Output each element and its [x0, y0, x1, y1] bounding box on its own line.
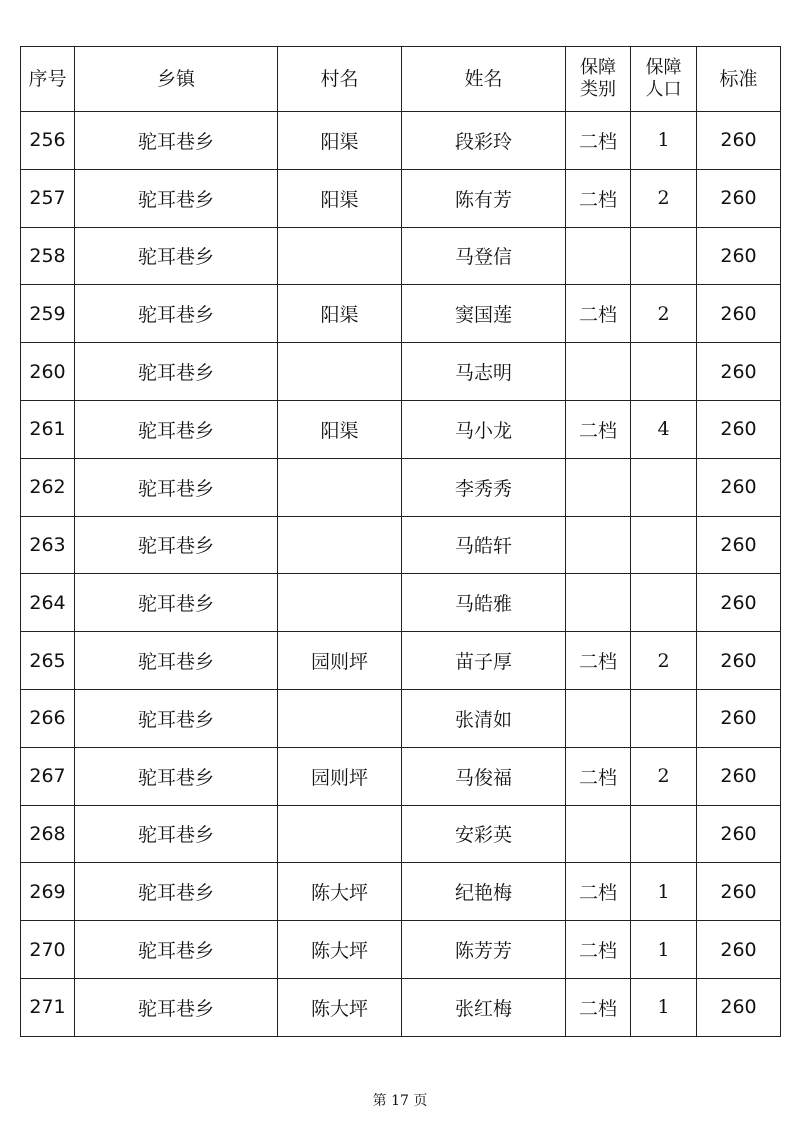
cell-index: 266 [21, 689, 75, 747]
cell-category [566, 227, 631, 285]
cell-index: 265 [21, 632, 75, 690]
cell-name: 马俊福 [402, 747, 566, 805]
table-row [21, 343, 781, 401]
cell-index: 267 [21, 747, 75, 805]
cell-index: 264 [21, 574, 75, 632]
cell-population: 2 [631, 747, 697, 805]
cell-index: 268 [21, 805, 75, 863]
cell-category [566, 458, 631, 516]
cell-standard: 260 [697, 400, 781, 458]
table-row [21, 632, 781, 690]
cell-standard: 260 [697, 921, 781, 979]
cell-standard: 260 [697, 458, 781, 516]
cell-township: 驼耳巷乡 [75, 632, 278, 690]
cell-name: 苗子厚 [402, 632, 566, 690]
table-row [21, 805, 781, 863]
cell-name: 陈芳芳 [402, 921, 566, 979]
cell-standard: 260 [697, 632, 781, 690]
cell-index: 256 [21, 112, 75, 170]
cell-name: 张红梅 [402, 978, 566, 1036]
cell-standard: 260 [697, 343, 781, 401]
cell-township: 驼耳巷乡 [75, 112, 278, 170]
header-index: 序号 [21, 47, 75, 112]
cell-village: 园则坪 [278, 632, 402, 690]
cell-population [631, 516, 697, 574]
cell-township: 驼耳巷乡 [75, 747, 278, 805]
cell-population [631, 343, 697, 401]
table-row [21, 169, 781, 227]
cell-name: 马皓雅 [402, 574, 566, 632]
cell-standard: 260 [697, 863, 781, 921]
header-village: 村名 [278, 47, 402, 112]
cell-name: 马皓轩 [402, 516, 566, 574]
cell-standard: 260 [697, 169, 781, 227]
cell-village: 阳渠 [278, 169, 402, 227]
cell-standard: 260 [697, 112, 781, 170]
header-name: 姓名 [402, 47, 566, 112]
page-number: 17 [391, 1093, 409, 1109]
cell-category: 二档 [566, 921, 631, 979]
header-category-line2: 类别 [580, 79, 616, 100]
cell-name: 马小龙 [402, 400, 566, 458]
cell-category: 二档 [566, 285, 631, 343]
cell-index: 257 [21, 169, 75, 227]
cell-village [278, 458, 402, 516]
cell-village [278, 227, 402, 285]
page-footer-suffix: 页 [413, 1093, 428, 1109]
cell-standard: 260 [697, 227, 781, 285]
header-population [631, 47, 697, 112]
cell-township: 驼耳巷乡 [75, 285, 278, 343]
header-population-line1: 保障 [645, 57, 682, 78]
cell-township: 驼耳巷乡 [75, 689, 278, 747]
cell-township: 驼耳巷乡 [75, 516, 278, 574]
cell-standard: 260 [697, 285, 781, 343]
cell-category: 二档 [566, 632, 631, 690]
table-row [21, 516, 781, 574]
table-row [21, 921, 781, 979]
table-row [21, 747, 781, 805]
page-footer [0, 1090, 800, 1110]
cell-village: 阳渠 [278, 400, 402, 458]
cell-village: 园则坪 [278, 747, 402, 805]
cell-standard: 260 [697, 574, 781, 632]
cell-population [631, 458, 697, 516]
cell-village [278, 689, 402, 747]
header-standard: 标准 [697, 47, 781, 112]
cell-name: 窦国莲 [402, 285, 566, 343]
cell-category [566, 805, 631, 863]
cell-population: 2 [631, 169, 697, 227]
cell-name: 陈有芳 [402, 169, 566, 227]
cell-village [278, 574, 402, 632]
cell-township: 驼耳巷乡 [75, 227, 278, 285]
cell-standard: 260 [697, 747, 781, 805]
header-category-line1: 保障 [580, 57, 616, 78]
cell-population: 1 [631, 112, 697, 170]
cell-township: 驼耳巷乡 [75, 863, 278, 921]
cell-township: 驼耳巷乡 [75, 458, 278, 516]
table-row [21, 458, 781, 516]
cell-index: 262 [21, 458, 75, 516]
cell-index: 261 [21, 400, 75, 458]
cell-name: 李秀秀 [402, 458, 566, 516]
cell-village: 阳渠 [278, 285, 402, 343]
cell-index: 259 [21, 285, 75, 343]
assistance-roster-table [20, 46, 781, 1037]
cell-name: 段彩玲 [402, 112, 566, 170]
cell-index: 263 [21, 516, 75, 574]
cell-category [566, 689, 631, 747]
cell-category: 二档 [566, 112, 631, 170]
cell-population [631, 805, 697, 863]
cell-village: 陈大坪 [278, 921, 402, 979]
cell-standard: 260 [697, 516, 781, 574]
table-row [21, 574, 781, 632]
cell-population: 2 [631, 632, 697, 690]
cell-index: 270 [21, 921, 75, 979]
cell-category: 二档 [566, 400, 631, 458]
cell-name: 马登信 [402, 227, 566, 285]
cell-village: 陈大坪 [278, 978, 402, 1036]
cell-village [278, 343, 402, 401]
cell-category: 二档 [566, 863, 631, 921]
header-township: 乡镇 [75, 47, 278, 112]
cell-population: 2 [631, 285, 697, 343]
header-category [566, 47, 631, 112]
cell-population [631, 689, 697, 747]
cell-township: 驼耳巷乡 [75, 574, 278, 632]
cell-village: 阳渠 [278, 112, 402, 170]
table-row [21, 400, 781, 458]
table-row [21, 689, 781, 747]
cell-category: 二档 [566, 747, 631, 805]
table-row [21, 978, 781, 1036]
table-header-row [21, 47, 781, 112]
table-row [21, 112, 781, 170]
cell-index: 258 [21, 227, 75, 285]
table-row [21, 285, 781, 343]
cell-category [566, 574, 631, 632]
cell-index: 271 [21, 978, 75, 1036]
cell-village [278, 516, 402, 574]
cell-standard: 260 [697, 689, 781, 747]
cell-name: 马志明 [402, 343, 566, 401]
cell-name: 安彩英 [402, 805, 566, 863]
cell-category [566, 343, 631, 401]
table-row [21, 863, 781, 921]
cell-population: 1 [631, 921, 697, 979]
cell-township: 驼耳巷乡 [75, 921, 278, 979]
cell-village [278, 805, 402, 863]
cell-township: 驼耳巷乡 [75, 805, 278, 863]
cell-township: 驼耳巷乡 [75, 400, 278, 458]
cell-population [631, 574, 697, 632]
cell-township: 驼耳巷乡 [75, 978, 278, 1036]
cell-category: 二档 [566, 978, 631, 1036]
cell-population: 1 [631, 863, 697, 921]
cell-category: 二档 [566, 169, 631, 227]
cell-standard: 260 [697, 805, 781, 863]
page-footer-prefix: 第 [372, 1093, 387, 1109]
header-population-line2: 人口 [645, 79, 682, 100]
cell-population: 1 [631, 978, 697, 1036]
cell-index: 269 [21, 863, 75, 921]
cell-name: 张清如 [402, 689, 566, 747]
cell-index: 260 [21, 343, 75, 401]
cell-category [566, 516, 631, 574]
cell-township: 驼耳巷乡 [75, 169, 278, 227]
cell-village: 陈大坪 [278, 863, 402, 921]
cell-standard: 260 [697, 978, 781, 1036]
cell-township: 驼耳巷乡 [75, 343, 278, 401]
cell-population [631, 227, 697, 285]
cell-name: 纪艳梅 [402, 863, 566, 921]
table-row [21, 227, 781, 285]
cell-population: 4 [631, 400, 697, 458]
